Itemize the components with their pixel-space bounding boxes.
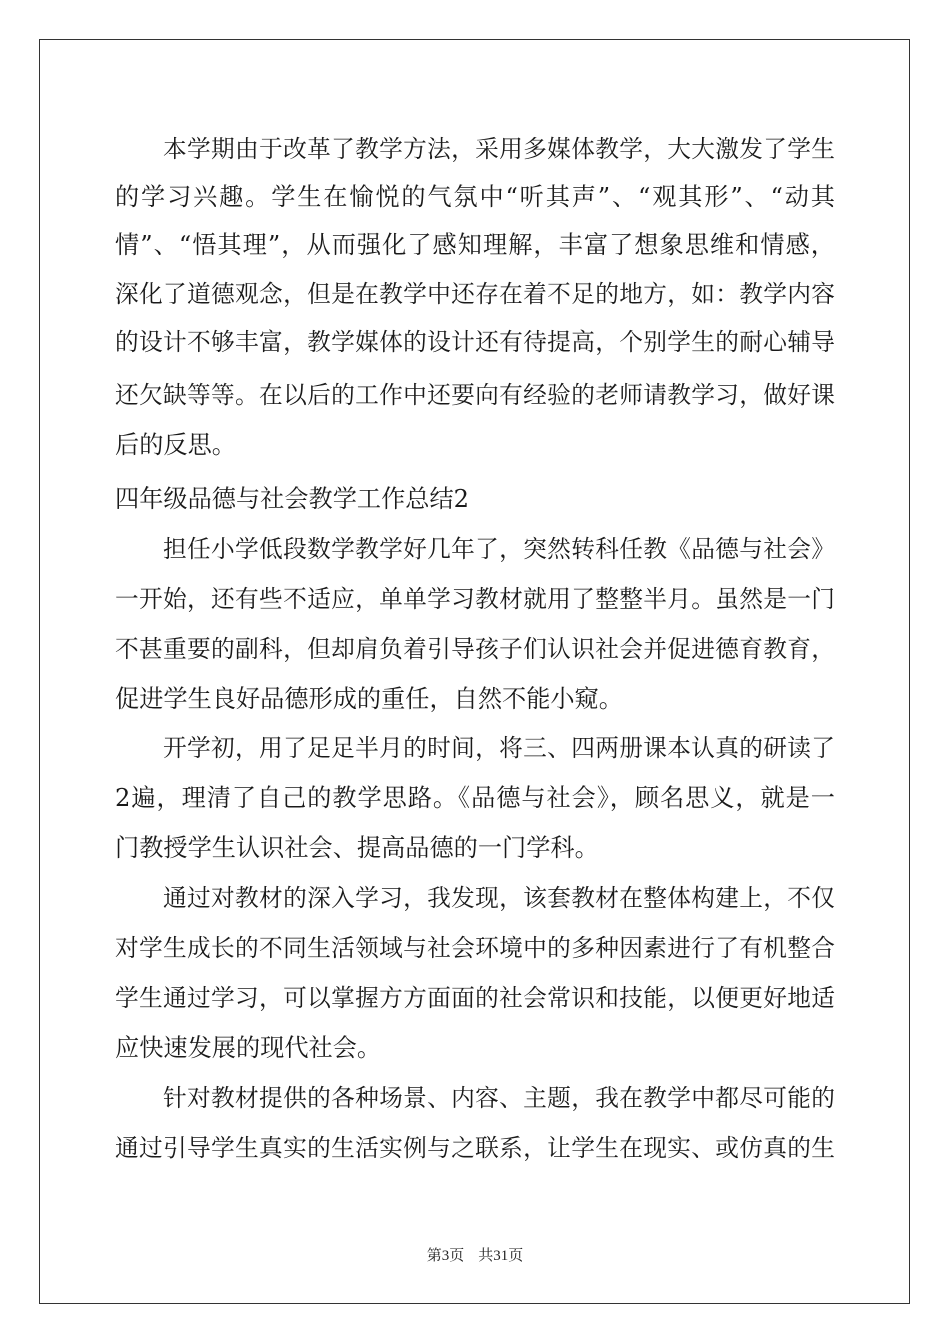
page-number: 第3页 bbox=[426, 1248, 465, 1264]
section-heading: 四年级品德与社会教学工作总结2 bbox=[115, 485, 470, 513]
text-line: 学生通过学习，可以掌握方方面面的社会常识和技能，以便更好地适 bbox=[115, 984, 835, 1012]
text-line: 针对教材提供的各种场景、内容、主题，我在教学中都尽可能的 bbox=[115, 1084, 835, 1112]
text-line: 的设计不够丰富，教学媒体的设计还有待提高，个别学生的耐心辅导 bbox=[115, 328, 835, 356]
text-line: 不甚重要的副科，但却肩负着引导孩子们认识社会并促进德育教育， bbox=[115, 635, 835, 663]
text-line: 开学初，用了足足半月的时间，将三、四两册课本认真的研读了 bbox=[115, 734, 835, 762]
text-line: 的学习兴趣。学生在愉悦的气氛中“听其声”、“观其形”、“动其 bbox=[115, 183, 835, 211]
text-line: 还欠缺等等。在以后的工作中还要向有经验的老师请教学习，做好课 bbox=[115, 381, 835, 409]
text-line: 促进学生良好品德形成的重任，自然不能小窥。 bbox=[115, 685, 623, 713]
text-line: 应快速发展的现代社会。 bbox=[115, 1034, 382, 1062]
text-line: 深化了道德观念，但是在教学中还存在着不足的地方，如：教学内容 bbox=[115, 280, 835, 308]
text-line: 情”、“悟其理”，从而强化了感知理解，丰富了想象思维和情感， bbox=[115, 231, 835, 259]
text-line: 2遍，理清了自己的教学思路。《品德与社会》，顾名思义，就是一 bbox=[115, 784, 835, 812]
text-line: 门教授学生认识社会、提高品德的一门学科。 bbox=[115, 834, 599, 862]
page-footer bbox=[0, 1244, 950, 1265]
total-pages: 共31页 bbox=[478, 1248, 524, 1264]
text-line: 担任小学低段数学教学好几年了，突然转科任教《品德与社会》 bbox=[115, 535, 835, 563]
text-line: 后的反思。 bbox=[115, 431, 236, 459]
text-line: 本学期由于改革了教学方法，采用多媒体教学，大大激发了学生 bbox=[115, 135, 835, 163]
text-line: 对学生成长的不同生活领域与社会环境中的多种因素进行了有机整合 bbox=[115, 934, 835, 962]
text-line: 一开始，还有些不适应，单单学习教材就用了整整半月。虽然是一门 bbox=[115, 585, 835, 613]
text-line: 通过对教材的深入学习，我发现，该套教材在整体构建上，不仅 bbox=[115, 884, 835, 912]
text-line: 通过引导学生真实的生活实例与之联系，让学生在现实、或仿真的生 bbox=[115, 1134, 835, 1162]
